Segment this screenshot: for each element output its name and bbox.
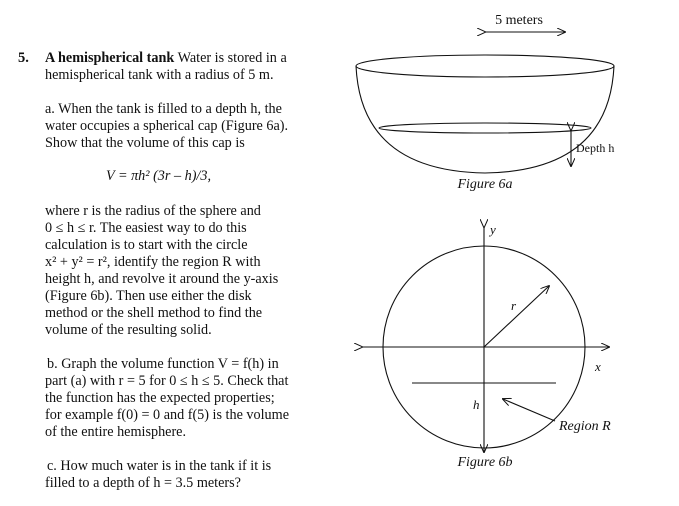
part-b-line-3: the function has the expected properties; xyxy=(45,390,275,406)
depth-label: Depth h xyxy=(576,141,615,155)
water-surface xyxy=(379,123,591,133)
part-a-line-8: height h, and revolve it around the y-axis xyxy=(45,271,279,287)
figure-6b-caption: Figure 6b xyxy=(457,455,513,470)
volume-formula: V = πh² (3r – h)/3, xyxy=(106,168,212,184)
part-a-line-2: water occupies a spherical cap (Figure 6a). xyxy=(45,118,289,134)
region-pointer xyxy=(503,399,555,421)
part-b-line-5: of the entire hemisphere. xyxy=(45,424,187,440)
part-a-line-9: (Figure 6b). Then use either the disk xyxy=(45,288,252,304)
part-a-line-4: where r is the radius of the sphere and xyxy=(45,203,261,219)
part-a-line-11: volume of the resulting solid. xyxy=(45,322,212,338)
part-a-line-6: calculation is to start with the circle xyxy=(45,237,248,253)
part-c-line-2: filled to a depth of h = 3.5 meters? xyxy=(45,475,241,491)
part-a-line-5: 0 ≤ h ≤ r. The easiest way to do this xyxy=(45,220,247,236)
tank-bowl xyxy=(356,66,614,173)
problem-intro-2: hemispherical tank with a radius of 5 m. xyxy=(45,67,274,83)
part-a-line-10: method or the shell method to find the xyxy=(45,305,263,321)
part-b-line-4: for example f(0) = 0 and f(5) is the volume xyxy=(45,407,289,423)
problem-number: 5. xyxy=(18,50,29,66)
problem-title: A hemispherical tank xyxy=(45,50,175,66)
height-label: h xyxy=(473,397,480,412)
y-axis-label: y xyxy=(490,222,496,237)
part-a-line-7: x² + y² = r², identify the region R with xyxy=(45,254,261,270)
part-c-line-1: c. How much water is in the tank if it is xyxy=(47,458,272,474)
x-axis-label: x xyxy=(595,359,601,374)
part-b-line-2: part (a) with r = 5 for 0 ≤ h ≤ 5. Check that xyxy=(45,373,289,389)
tank-rim xyxy=(356,55,614,77)
problem-intro-1: Water is stored in a xyxy=(177,50,287,66)
radius-label: r xyxy=(511,298,517,313)
part-b-line-1: b. Graph the volume function V = f(h) in xyxy=(47,356,279,372)
part-a-line-1: a. When the tank is filled to a depth h, the xyxy=(45,101,282,117)
figure-6a-caption: Figure 6a xyxy=(457,177,513,192)
region-label: Region R xyxy=(559,419,611,434)
part-a-line-3: Show that the volume of this cap is xyxy=(45,135,245,151)
radius-line xyxy=(484,286,549,347)
width-label: 5 meters xyxy=(495,13,543,28)
